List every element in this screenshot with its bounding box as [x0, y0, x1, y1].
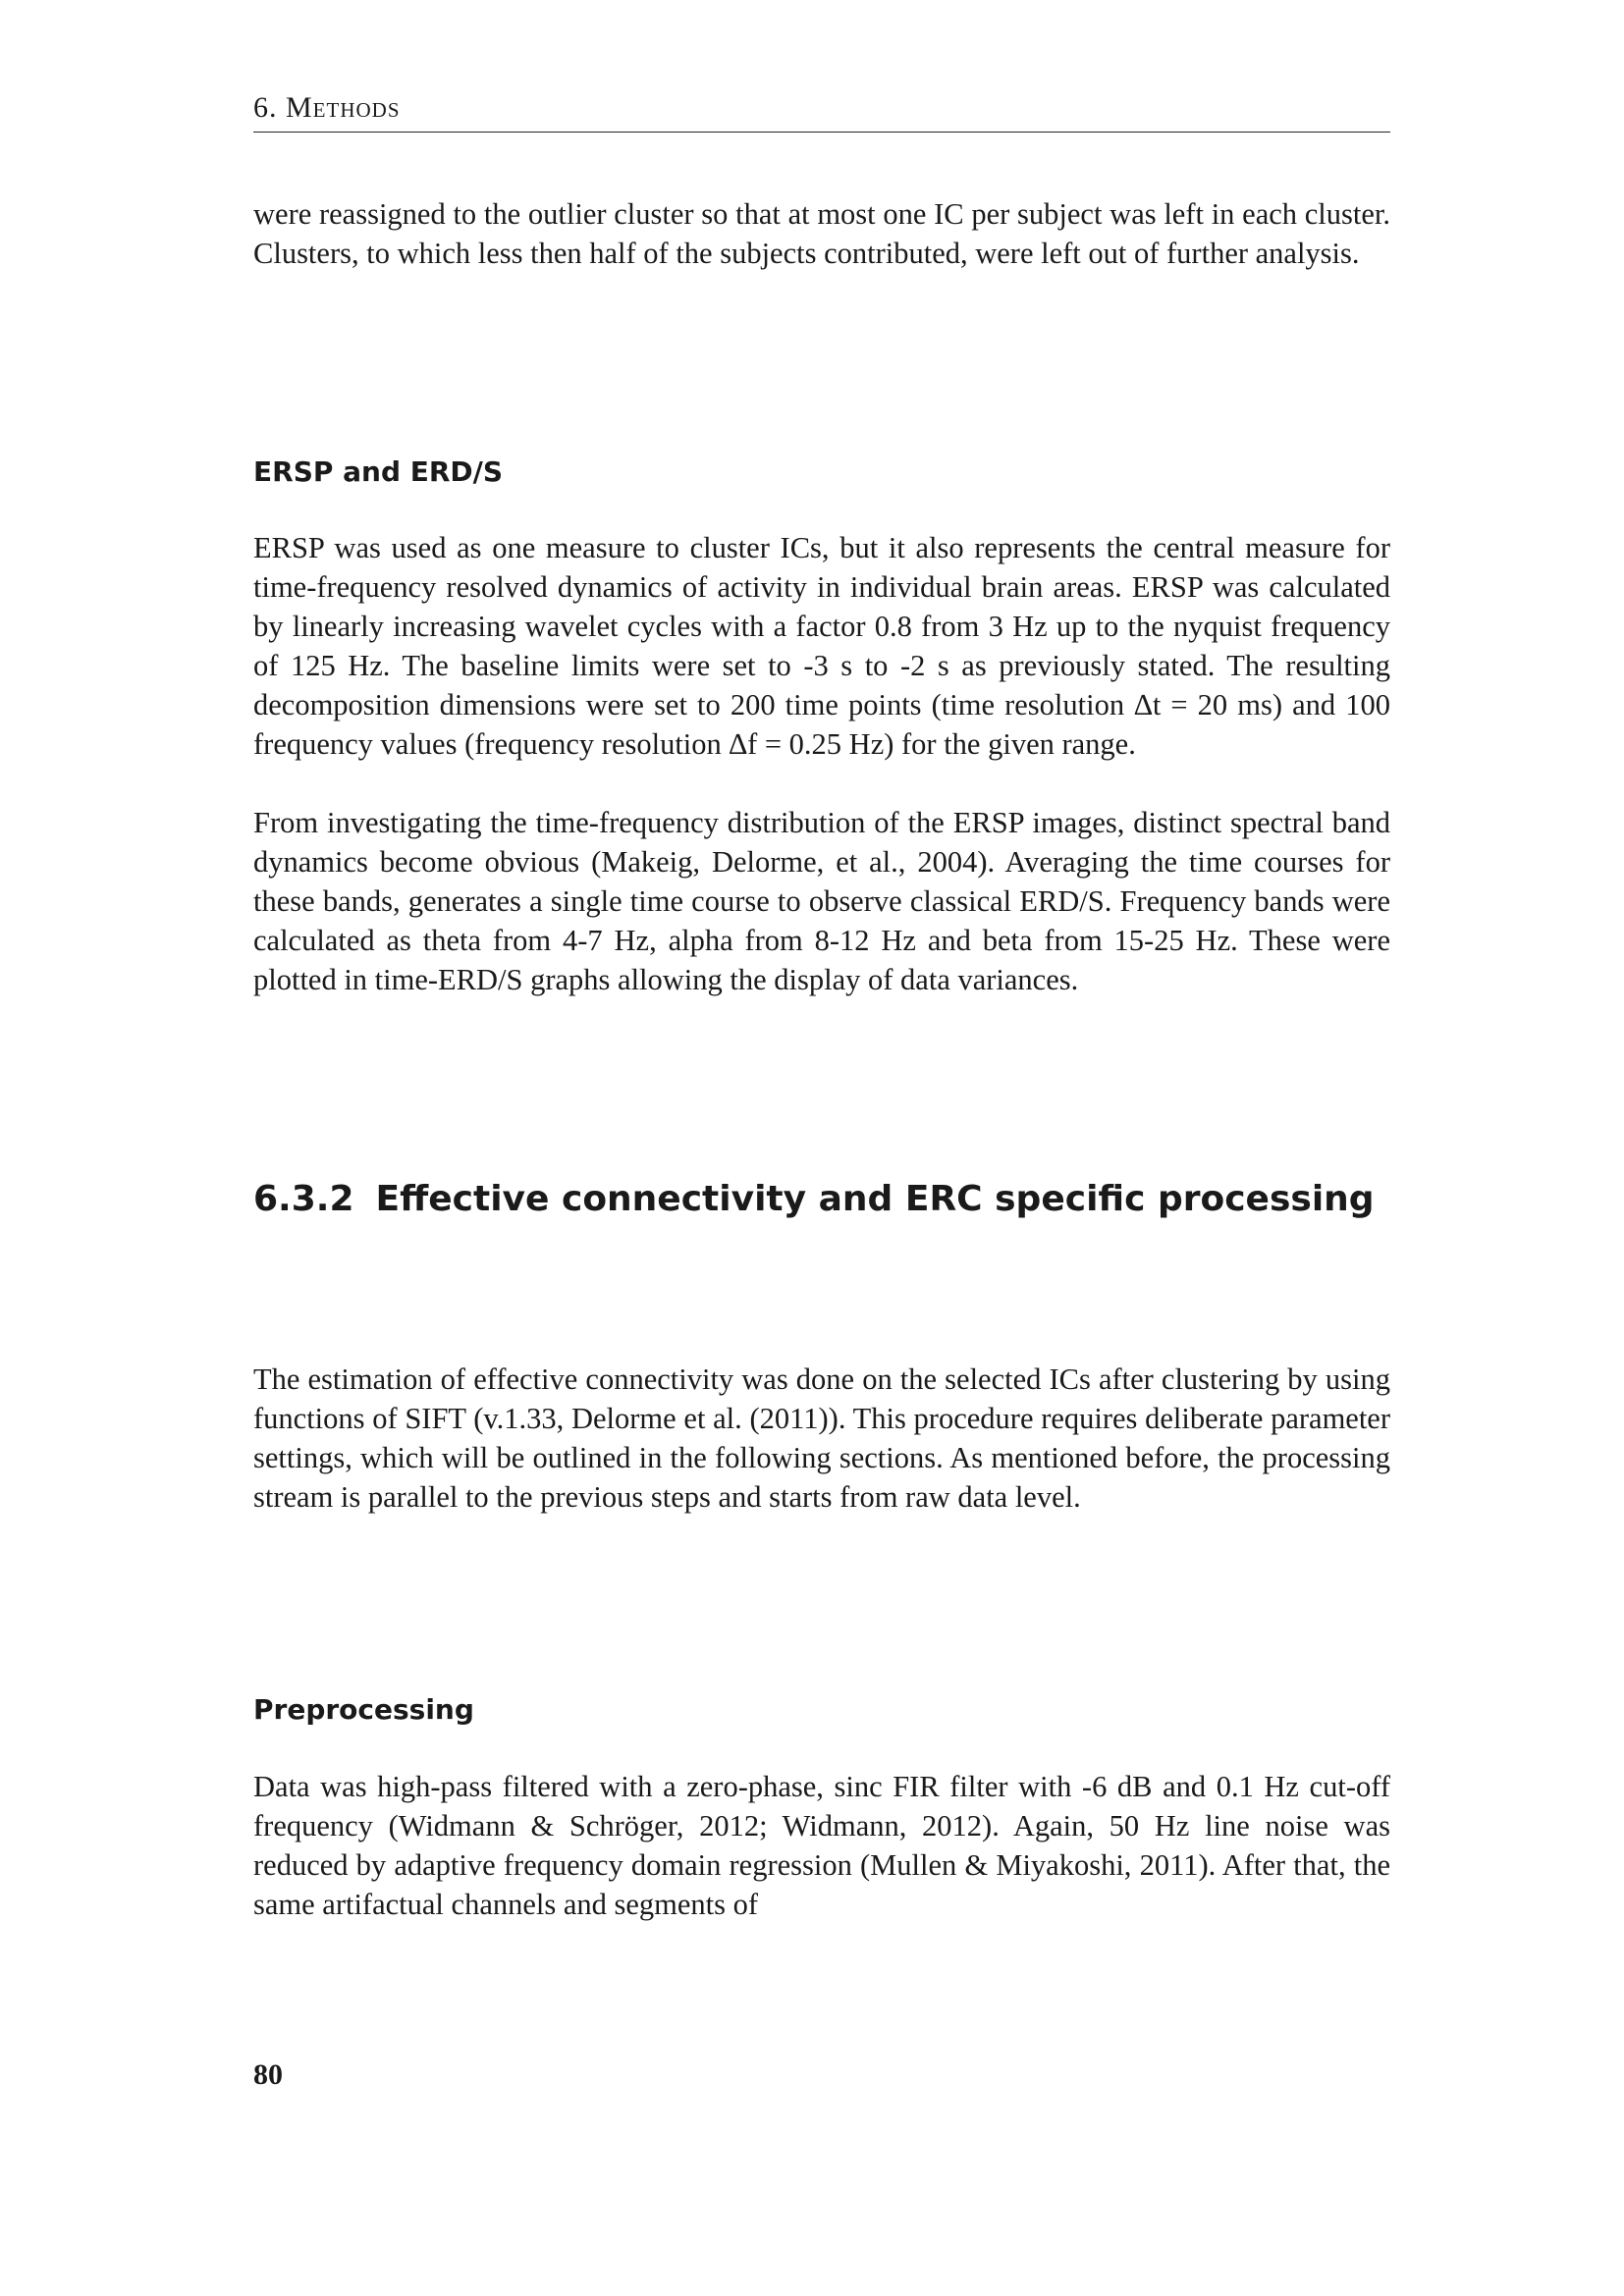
paragraph-ersp-1: ERSP was used as one measure to cluster ICs, but it also represents the central measure for time-frequency resolved dynamics of activity in individual brain areas. ERSP was calculated by linearly increasing wavelet cycles with a factor 0.8 from 3 Hz up to the nyquist frequency of 125 Hz. The baseline limits were set to -3 s to -2 s as previously stated. The resulting decomposition dimensions were set to 200 time points (time resolution ∆t = 20 ms) and 100 frequency values (frequency resolution ∆f = 0.25 Hz) for the given range.	[253, 531, 1390, 761]
paragraph-connectivity: The estimation of effective connectivity was done on the selected ICs after clustering by using functions of SIFT (v.1.33, Delorme et al. (2011)). This procedure requires deliberate parameter settings, which will be outlined in the following sections. As mentioned before, the processing stream is parallel to the previous steps and starts from raw data level.	[253, 1362, 1390, 1514]
page-number: 80	[253, 2058, 283, 2091]
heading-preprocessing: Preprocessing	[253, 1693, 474, 1726]
section-heading	[253, 1178, 1375, 1221]
paragraph-ersp-2: From investigating the time-frequency distribution of the ERSP images, distinct spectral band dynamics become obvious (Makeig, Delorme, et al., 2004). Averaging the time courses for these bands, generates a single time course to observe classical ERD/S. Frequency bands were calculated as theta from 4-7 Hz, alpha from 8-12 Hz and beta from 15-25 Hz. These were plotted in time-ERD/S graphs allowing the display of data variances.	[253, 806, 1390, 996]
document-page	[253, 0, 1390, 2296]
section-number: 6.3.2	[253, 1179, 354, 1219]
paragraph-preprocessing: Data was high-pass filtered with a zero-phase, sinc FIR filter with -6 dB and 0.1 Hz cut-off frequency (Widmann & Schröger, 2012; Widmann, 2012). Again, 50 Hz line noise was reduced by adaptive frequency domain regression (Mullen & Miyakoshi, 2011). After that, the same artifactual channels and segments of	[253, 1770, 1390, 1921]
paragraph-intro: were reassigned to the outlier cluster so that at most one IC per subject was left in each cluster. Clusters, to which less then half of the subjects contributed, were left out of further analysis.	[253, 197, 1390, 270]
header-rule	[253, 132, 1390, 133]
section-title: Effective connectivity and ERC specific processing	[375, 1179, 1375, 1219]
heading-ersp: ERSP and ERD/S	[253, 455, 504, 488]
running-header: 6. Methods	[253, 91, 401, 124]
